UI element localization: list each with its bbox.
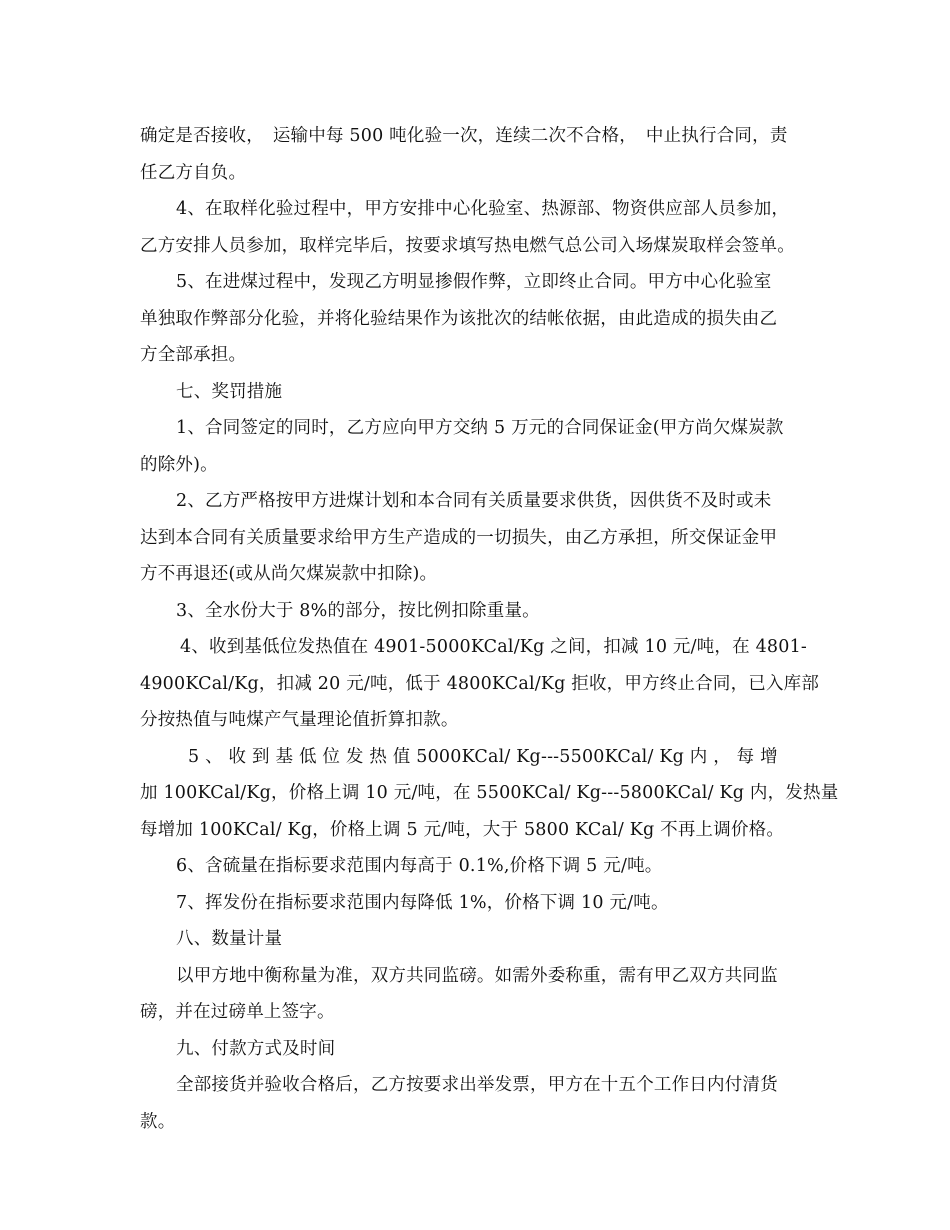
text-line: 款。 <box>140 1111 176 1132</box>
text-line: 以甲方地中衡称量为准，双方共同监磅。如需外委称重，需有甲乙双方共同监 <box>176 965 778 986</box>
section-heading: 八、数量计量 <box>176 929 283 949</box>
text-line: 任乙方自负。 <box>140 162 247 183</box>
text-line: 4900KCal/Kg，扣减 20 元/吨，低于 4800KCal/Kg 拒收，甲方终止合同，已入库部 <box>140 673 820 694</box>
text-line: 达到本合同有关质量要求给甲方生产造成的一切损失，由乙方承担，所交保证金甲 <box>140 527 778 548</box>
text-line: 4、收到基低位发热值在 4901-5000KCal/Kg 之间，扣减 10 元/吨，在 4801- <box>180 637 808 657</box>
text-line: 的除外)。 <box>140 454 218 475</box>
text-line: 1、合同签定的同时，乙方应向甲方交纳 5 万元的合同保证金(甲方尚欠煤炭款 <box>176 418 784 438</box>
text-line: 5 、 收 到 基 低 位 发 热 值 5000KCal/ Kg---5500KCal/ Kg 内 ， 每 增 <box>188 746 778 767</box>
text-line: 6、含硫量在指标要求范围内每高于 0.1%,价格下调 5 元/吨。 <box>176 856 663 876</box>
text-line: 方不再退还(或从尚欠煤炭款中扣除)。 <box>140 564 438 584</box>
section-heading: 七、奖罚措施 <box>176 381 283 402</box>
text-line: 4、在取样化验过程中，甲方安排中心化验室、热源部、物资供应部人员参加， <box>176 199 790 219</box>
text-line: 3、全水份大于 8%的部分，按比例扣除重量。 <box>176 600 540 621</box>
document-body <box>140 118 839 1140</box>
text-line: 分按热值与吨煤产气量理论值折算扣款。 <box>140 710 459 730</box>
text-line: 磅，并在过磅单上签字。 <box>140 1002 335 1022</box>
text-line: 7、挥发份在指标要求范围内每降低 1%，价格下调 10 元/吨。 <box>176 892 669 913</box>
text-line: 每增加 100KCal/ Kg，价格上调 5 元/吨，大于 5800 KCal/ Kg 不再上调价格。 <box>140 819 785 840</box>
text-line: 方全部承担。 <box>140 345 247 365</box>
text-line: 5、在进煤过程中，发现乙方明显掺假作弊，立即终止合同。甲方中心化验室 <box>176 272 772 292</box>
text-line: 2、乙方严格按甲方进煤计划和本合同有关质量要求供货，因供货不及时或未 <box>176 491 772 511</box>
section-heading: 九、付款方式及时间 <box>176 1038 336 1059</box>
text-line: 乙方安排人员参加，取样完毕后，按要求填写热电燃气总公司入场煤炭取样会签单。 <box>140 235 795 256</box>
text-line <box>140 118 812 155</box>
text-line: 单独取作弊部分化验，并将化验结果作为该批次的结帐依据，由此造成的损失由乙 <box>140 308 778 329</box>
text-line-content: 确定是否接收， 运输中每 500 吨化验一次，连续二次不合格， 中止执行合同，责 <box>140 126 788 146</box>
text-line: 加 100KCal/Kg，价格上调 10 元/吨，在 5500KCal/ Kg---5800KCal/ Kg 内，发热量 <box>140 783 839 803</box>
text-line: 全部接货并验收合格后，乙方按要求出举发票，甲方在十五个工作日内付清货 <box>176 1075 778 1095</box>
